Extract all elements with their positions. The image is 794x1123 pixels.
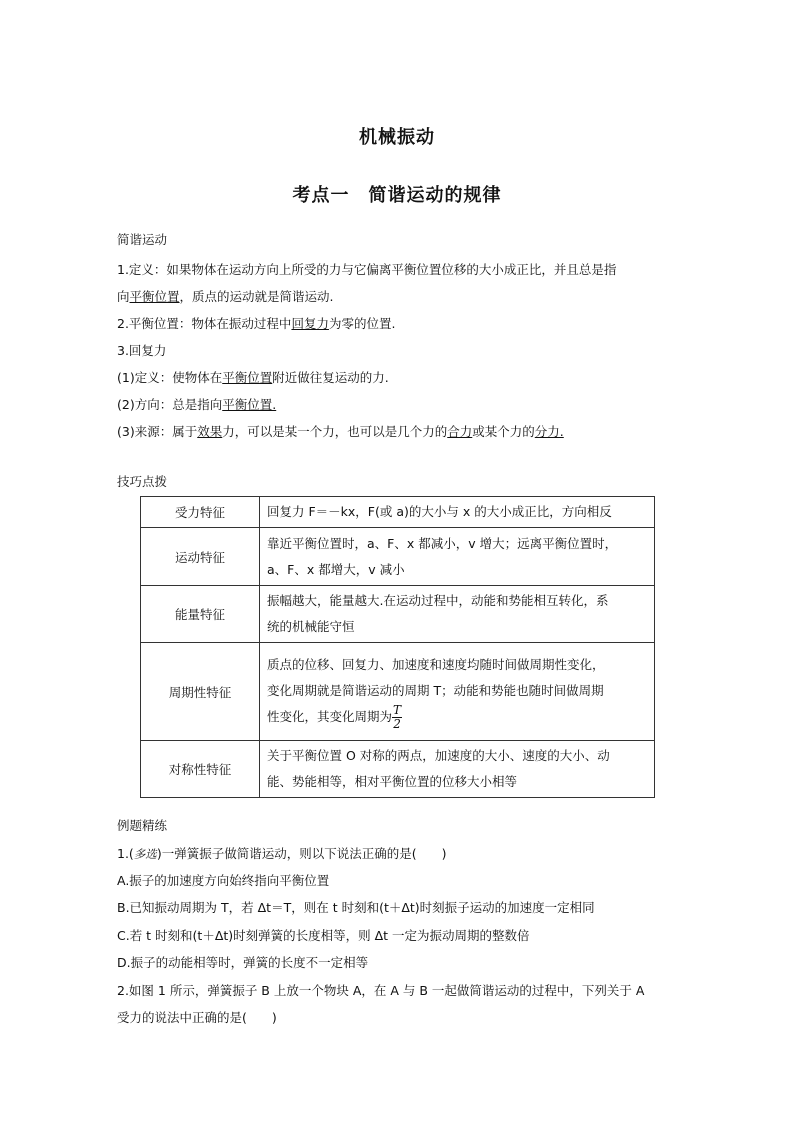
question-1: 1.(多选)一弹簧振子做简谐运动，则以下说法正确的是( ) xyxy=(117,846,447,861)
section-title: 考点一 简谐运动的规律 xyxy=(292,185,502,206)
heading-shm: 简谐运动 xyxy=(117,232,168,247)
row-header: 运动特征 xyxy=(141,528,260,586)
table-row xyxy=(141,497,655,528)
restoring-force-source: (3)来源：属于效果力，可以是某一个力，也可以是几个力的合力或某个力的分力. xyxy=(117,424,564,439)
table-row xyxy=(141,643,655,741)
row-header: 对称性特征 xyxy=(141,741,260,798)
restoring-force-heading: 3.回复力 xyxy=(117,343,167,358)
table-row xyxy=(141,528,655,586)
option-d: D.振子的动能相等时，弹簧的长度不一定相等 xyxy=(117,955,369,970)
restoring-force-direction: (2)方向：总是指向平衡位置. xyxy=(117,397,277,412)
table-row xyxy=(141,586,655,643)
option-a: A.振子的加速度方向始终指向平衡位置 xyxy=(117,873,330,888)
row-content: 关于平衡位置 O 对称的两点，加速度的大小、速度的大小、动 能、势能相等，相对平衡位置的位移大小相等 xyxy=(260,741,655,798)
document-title: 机械振动 xyxy=(359,127,435,148)
heading-examples: 例题精练 xyxy=(117,818,168,833)
table-row xyxy=(141,741,655,798)
definition-line-2: 向平衡位置，质点的运动就是简谐运动. xyxy=(117,289,334,304)
row-content: 质点的位移、回复力、加速度和速度均随时间做周期性变化， 变化周期就是简谐运动的周期 T；动能和势能也随时间做周期 性变化，其变化周期为 $\frac{T}{2}$ xyxy=(260,643,655,741)
row-content: 回复力 F＝－kx，F(或 a)的大小与 x 的大小成正比，方向相反 xyxy=(260,497,655,528)
question-2-line-2: 受力的说法中正确的是( ) xyxy=(117,1010,277,1025)
feature-table xyxy=(140,496,655,798)
equilibrium-line: 2.平衡位置：物体在振动过程中回复力为零的位置. xyxy=(117,316,396,331)
option-c: C.若 t 时刻和(t＋Δt)时刻弹簧的长度相等，则 Δt 一定为振动周期的整数倍 xyxy=(117,928,530,943)
row-header: 受力特征 xyxy=(141,497,260,528)
row-header: 能量特征 xyxy=(141,586,260,643)
option-b: B.已知振动周期为 T，若 Δt＝T，则在 t 时刻和(t＋Δt)时刻振子运动的加速度一定相同 xyxy=(117,900,595,915)
definition-line-1: 1.定义：如果物体在运动方向上所受的力与它偏离平衡位置位移的大小成正比，并且总是指 xyxy=(117,262,617,277)
question-2-line-1: 2.如图 1 所示，弹簧振子 B 上放一个物块 A，在 A 与 B 一起做简谐运动的过程中，下列关于 A xyxy=(117,983,645,998)
row-header: 周期性特征 xyxy=(141,643,260,741)
restoring-force-definition: (1)定义：使物体在平衡位置附近做往复运动的力. xyxy=(117,370,389,385)
row-content: 靠近平衡位置时，a、F、x 都减小，v 增大；远离平衡位置时， a、F、x 都增大，v 减小 xyxy=(260,528,655,586)
period-fraction: $\frac{T}{2}$ xyxy=(393,703,402,731)
heading-tips: 技巧点拨 xyxy=(117,474,168,489)
row-content: 振幅越大，能量越大.在运动过程中，动能和势能相互转化，系 统的机械能守恒 xyxy=(260,586,655,643)
